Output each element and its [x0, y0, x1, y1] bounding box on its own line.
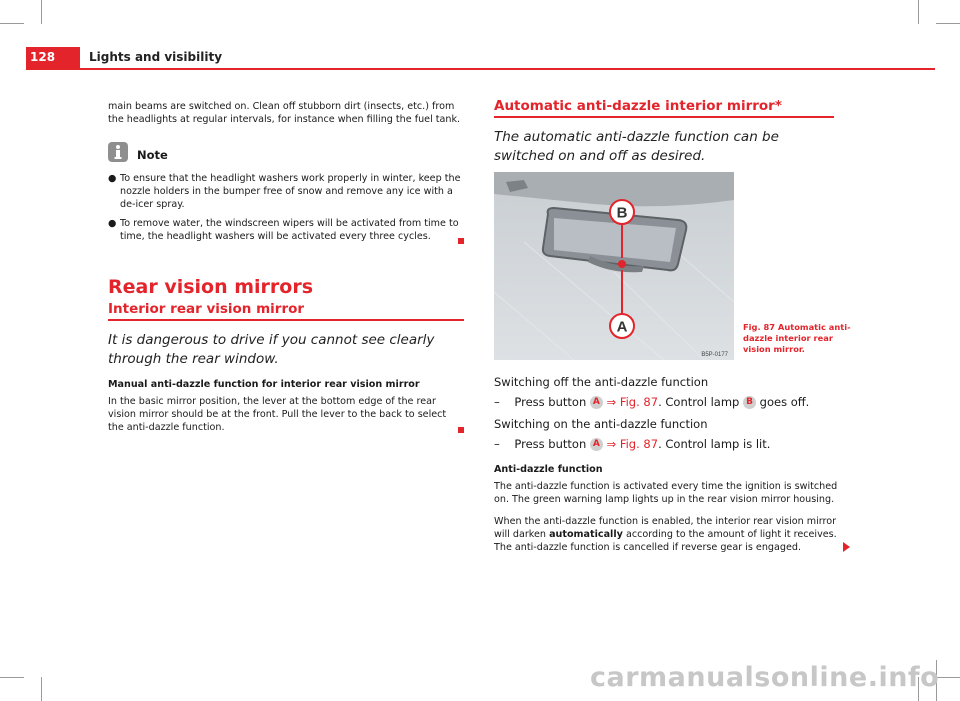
step-dash: – — [494, 395, 500, 409]
function-heading: Anti-dazzle function — [494, 464, 603, 475]
note-bullet: ● To ensure that the headlight washers work properly in winter, keep the nozzle holders in the bumper free of snow and remove any ice with a de-icer spray. — [108, 172, 464, 211]
figure-reference-link[interactable]: ⇒ Fig. 87 — [606, 437, 659, 451]
step-text: goes off. — [756, 395, 810, 409]
crop-mark — [918, 0, 919, 24]
step-text: . Control lamp — [658, 395, 743, 409]
figure-label-b: B — [616, 204, 628, 222]
figure-reference-link[interactable]: ⇒ Fig. 87 — [606, 395, 659, 409]
header-title: Lights and visibility — [89, 50, 223, 64]
end-marker — [458, 427, 464, 433]
step-text: Press button — [514, 395, 590, 409]
button-a-label: A — [590, 438, 603, 451]
note-bullet-text: To remove water, the windscreen wipers will be activated from time to time, the headlight washers will be activated every three cycles. — [120, 218, 459, 242]
subheading: Manual anti-dazzle function for interior rear vision mirror — [108, 378, 420, 390]
switch-off-step — [494, 394, 850, 410]
note-box — [108, 141, 464, 248]
crop-mark — [936, 23, 960, 24]
step-dash: – — [494, 437, 500, 451]
watermark: carmanualsonline.info — [590, 662, 940, 693]
page-header — [0, 47, 960, 69]
crop-mark — [41, 0, 42, 24]
function-paragraph: The anti-dazzle function is activated every time the ignition is switched on. The green warning lamp lights up in the rear vision mirror housing. — [494, 481, 838, 505]
page-number: 128 — [30, 50, 56, 64]
continue-arrow — [843, 542, 850, 552]
note-bullet-text: To ensure that the headlight washers work properly in winter, keep the nozzle holders in the bumper free of snow and remove any ice with a de-icer spray. — [120, 173, 461, 210]
right-column — [494, 100, 850, 166]
left-column — [108, 100, 464, 437]
body-paragraph: In the basic mirror position, the lever at the bottom edge of the rear vision mirror should be at the front. Pull the lever to the back to select the anti-dazzle function. — [108, 395, 447, 433]
switch-on-step — [494, 436, 850, 452]
crop-mark — [41, 677, 42, 701]
crop-mark — [0, 677, 24, 678]
right-column-lower — [494, 374, 850, 556]
figure-mirror — [494, 172, 734, 360]
switch-on-heading: Switching on the anti-dazzle function — [494, 417, 708, 431]
button-a-label: A — [590, 396, 603, 409]
subsection-title: Interior rear vision mirror — [108, 301, 305, 317]
crop-mark — [936, 677, 960, 678]
para-text: When the anti-dazzle function is enabled, the interior rear vision mirror will darken — [494, 516, 837, 540]
figure-label-a: A — [616, 318, 628, 336]
note-bullet: ● To remove water, the windscreen wipers will be activated from time to time, the headlight washers will be activated every three cycles. — [108, 217, 464, 243]
article-lead: The automatic anti-dazzle function can be switched on and off as desired. — [494, 128, 779, 164]
figure-image-code: B5P-0177 — [701, 352, 728, 358]
end-marker — [458, 238, 464, 244]
note-title: Note — [137, 148, 168, 162]
intro-paragraph: main beams are switched on. Clean off stubborn dirt (insects, etc.) from the headlights at regular intervals, for instance when filling the fuel tank. — [108, 101, 461, 125]
section-title: Rear vision mirrors — [108, 276, 314, 298]
crop-mark — [0, 23, 24, 24]
mirror-illustration — [494, 172, 734, 360]
function-paragraph-2 — [494, 515, 850, 554]
step-text: Press button — [514, 437, 590, 451]
switch-off-heading: Switching off the anti-dazzle function — [494, 375, 709, 389]
article-title: Automatic anti-dazzle interior mirror* — [494, 98, 782, 114]
lead-text: It is dangerous to drive if you cannot see clearly through the rear window. — [108, 331, 435, 367]
step-text: . Control lamp is lit. — [658, 437, 771, 451]
subsection-rule — [108, 319, 464, 321]
para-bold-text: automatically — [549, 529, 623, 540]
info-icon — [108, 142, 128, 162]
lamp-b-label: B — [743, 396, 756, 409]
figure-caption: Fig. 87 Automatic anti-dazzle interior rear vision mirror. — [743, 322, 851, 354]
para-text: according to the amount of light it receives. The anti-dazzle function is cancelled if reverse gear is engaged. — [494, 529, 837, 553]
article-rule — [494, 116, 834, 118]
header-rule — [26, 68, 935, 70]
